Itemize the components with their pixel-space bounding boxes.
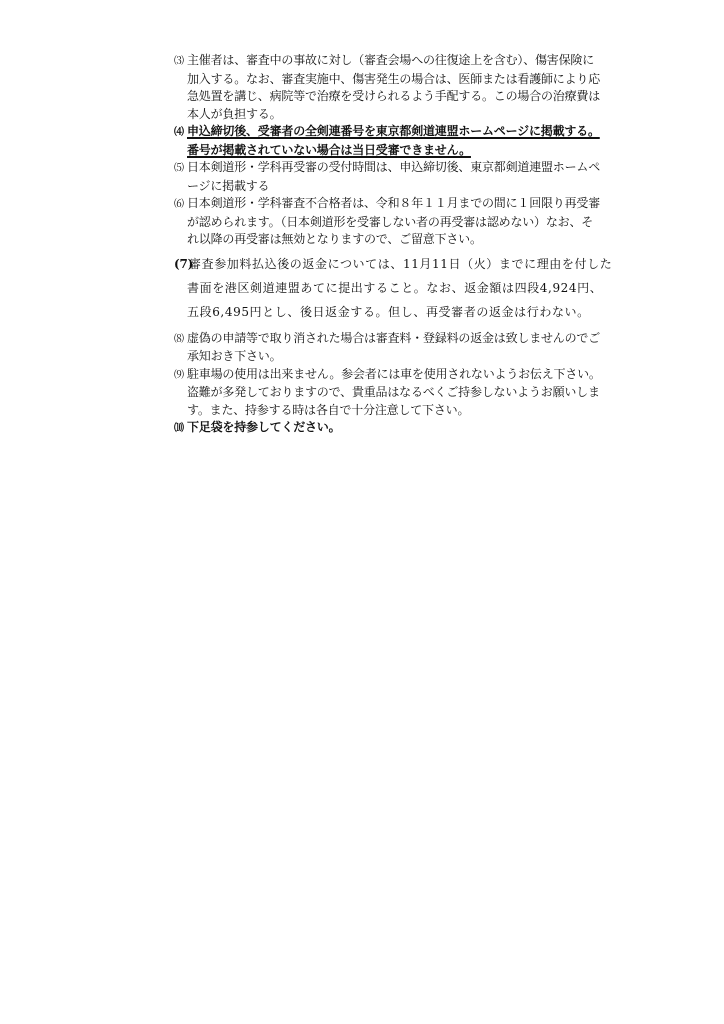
item-text: 審査参加料払込後の返金については、11月11日（火）までに理由を付した: [189, 256, 613, 271]
notice-item-3: [174, 52, 660, 123]
item-number: ⑷: [174, 127, 184, 138]
item-text: 申込締切後、受審者の全剣連番号を東京都剣道連盟ホームページに掲載する。: [187, 124, 600, 138]
notice-item-9: [174, 366, 660, 420]
item-text: れ以降の再受審は無効となりますので、ご留意下さい。: [187, 232, 482, 246]
item-number: (7): [174, 256, 194, 271]
item-text: 虚偽の申請等で取り消された場合は審査料・登録料の返金は致しませんのでご: [187, 330, 601, 345]
item-text: 五段6,495円とし、後日返金する。但し、再受審者の返金は行わない。: [187, 304, 590, 319]
item-text: 承知おき下さい。: [187, 349, 282, 363]
item-text: 駐車場の使用は出来ません。参会者には車を使用されないようお伝え下さい。: [187, 366, 601, 381]
notice-item-7: [174, 252, 660, 324]
notice-item-6: [174, 195, 660, 249]
notice-item-4: [174, 123, 660, 159]
item-number: ⑶: [174, 56, 184, 67]
item-text: 盗難が多発しておりますので、貴重品はなるべくご持参しないようお願いしま: [187, 385, 600, 399]
item-text: 書面を港区剣道連盟あてに提出すること。なお、返金額は四段4,924円、: [187, 280, 603, 295]
notice-item-5: [174, 159, 660, 195]
item-number: ⑹: [174, 199, 184, 210]
notice-item-10: [174, 419, 660, 438]
item-number: ⑽: [174, 423, 184, 434]
item-number: ⑻: [174, 333, 184, 345]
item-text: ージに掲載する: [187, 178, 270, 193]
item-text: 下足袋を持参してください。: [187, 420, 341, 434]
item-text: 日本剣道形・学科再受審の受付時間は、申込締切後、東京都剣道連盟ホームペ: [187, 160, 601, 174]
item-text: 日本剣道形・学科審査不合格者は、令和８年１１月までの間に１回限り再受審: [187, 196, 601, 210]
item-text: 本人が負担する。: [187, 106, 282, 121]
item-text: す。また、持参する時は各自で十分注意して下さい。: [187, 402, 470, 417]
item-number: ⑸: [174, 163, 184, 174]
item-text: 加入する。なお、審査実施中、傷害発生の場合は、医師または看護師により応: [187, 71, 601, 86]
item-text: 急処置を講じ、病院等で治療を受けられるよう手配する。この場合の治療費は: [187, 89, 601, 103]
notice-item-8: [174, 330, 660, 366]
item-text: 番号が掲載されていない場合は当日受審できません。: [187, 142, 471, 157]
notice-list: [174, 52, 660, 438]
item-text: が認められます。（日本剣道形を受審しない者の再受審は認めない）なお、そ: [187, 214, 594, 229]
item-number: ⑼: [174, 369, 184, 381]
item-text: 主催者は、審査中の事故に対し（審査会場への往復途上を含む）、傷害保険に: [187, 53, 595, 67]
